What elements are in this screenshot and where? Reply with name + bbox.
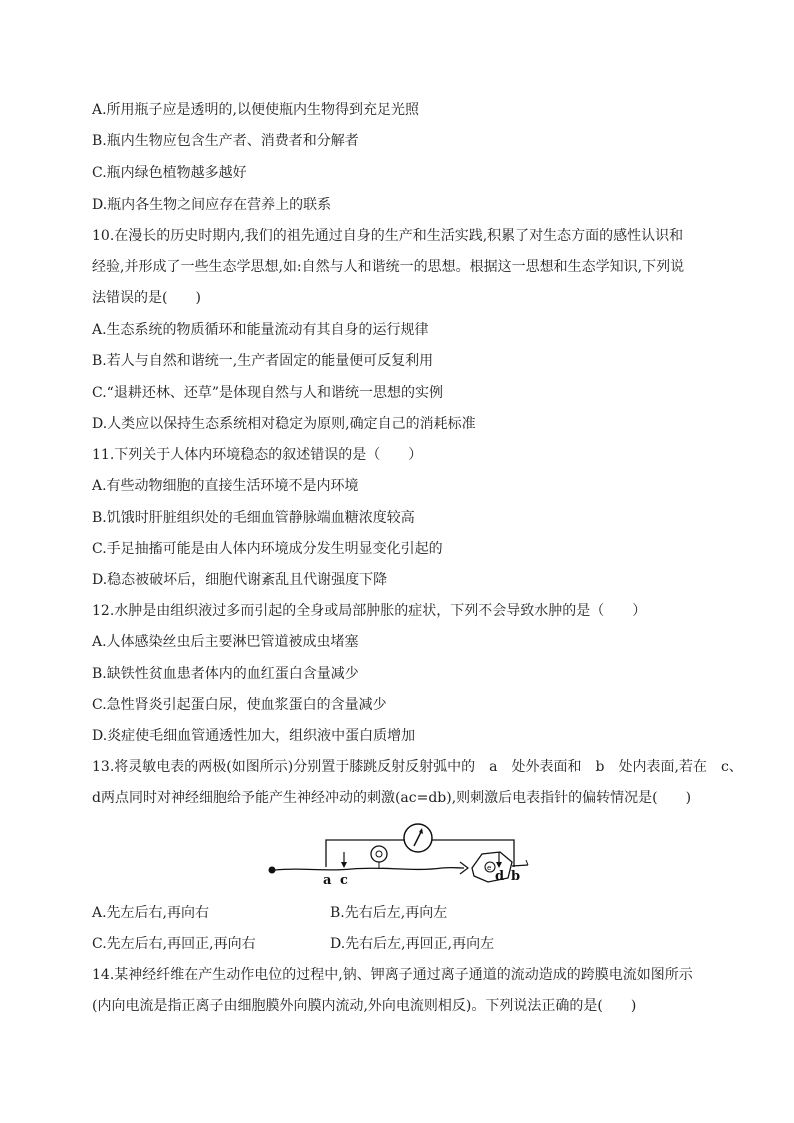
q12-option-d: D.炎症使毛细血管通透性加大，组织液中蛋白质增加 <box>92 728 416 744</box>
q10-option-d: D.人类应以保持生态系统相对稳定为原则,确定自己的消耗标准 <box>92 416 476 432</box>
q9-option-a: A.所用瓶子应是透明的,以便使瓶内生物得到充足光照 <box>92 102 420 118</box>
q11-stem: 11.下列关于人体内环境稳态的叙述错误的是（ ） <box>92 447 423 463</box>
figure-label-b: b <box>511 869 521 884</box>
q9-option-b: B.瓶内生物应包含生产者、消费者和分解者 <box>92 133 359 149</box>
stimulus-arrow-c-icon <box>341 852 347 868</box>
q11-option-d: D.稳态被破坏后，细胞代谢紊乱且代谢强度下降 <box>92 572 388 588</box>
reflex-arc-diagram <box>262 818 534 890</box>
figure-label-c: c <box>340 873 348 888</box>
nerve-fiber <box>275 868 464 870</box>
q9-option-c: C.瓶内绿色植物越多越好 <box>92 165 247 181</box>
q10-option-c: C.“退耕还林、还草”是体现自然与人和谐统一思想的实例 <box>92 385 443 401</box>
svg-text:e: e <box>487 864 492 872</box>
q13-option-a: A.先左后右,再向右 <box>92 905 210 921</box>
q13-option-d: D.先右后左,再回正,再向左 <box>330 936 495 952</box>
q12-option-a: A.人体感染丝虫后主要淋巴管道被成虫堵塞 <box>92 634 359 650</box>
reflex-arc-figure <box>262 818 534 890</box>
q10-stem-line-2: 经验,并形成了一些生态学思想,如:自然与人和谐统一的思想。根据这一思想和生态学知识,下列说 <box>92 259 685 275</box>
q12-option-c: C.急性肾炎引起蛋白尿，使血浆蛋白的含量减少 <box>92 697 387 713</box>
q9-option-d: D.瓶内各生物之间应存在营养上的联系 <box>92 197 332 213</box>
q11-option-c: C.手足抽搐可能是由人体内环境成分发生明显变化引起的 <box>92 541 443 557</box>
galvanometer-icon <box>404 824 432 852</box>
q12-stem: 12.水肿是由组织液过多而引起的全身或局部肿胀的症状，下列不会导致水肿的是（ ） <box>92 603 647 619</box>
q10-stem-line-3: 法错误的是( ) <box>92 290 201 306</box>
q13-stem-line-1: 13.将灵敏电表的两极(如图所示)分别置于膝跳反射反射弧中的 a 处外表面和 b 处内表面,若在 c、 <box>92 759 743 775</box>
nerve-ending-dot <box>269 867 276 874</box>
q14-stem-line-1: 14.某神经纤维在产生动作电位的过程中,钠、钾离子通过离子通道的流动造成的跨膜电流如图所示 <box>92 967 693 983</box>
q13-stem-line-2: d两点同时对神经细胞给予能产生神经冲动的刺激(ac=db),则刺激后电表指针的偏转情况是( ) <box>92 790 692 806</box>
receptor-cell-icon <box>371 846 387 868</box>
q13-option-b: B.先右后左,再向左 <box>330 905 448 921</box>
q12-option-b: B.缺铁性贫血患者体内的血红蛋白含量减少 <box>92 666 359 682</box>
q10-option-a: A.生态系统的物质循环和能量流动有其自身的运行规律 <box>92 322 429 338</box>
q11-option-b: B.饥饿时肝脏组织处的毛细血管静脉端血糖浓度较高 <box>92 510 415 526</box>
q14-stem-line-2: (内向电流是指正离子由细胞膜外向膜内流动,外向电流则相反)。下列说法正确的是( ) <box>92 998 637 1014</box>
q13-option-c: C.先左后右,再回正,再向右 <box>92 936 256 952</box>
q10-option-b: B.若人与自然和谐统一,生产者固定的能量便可反复利用 <box>92 353 434 369</box>
q11-option-a: A.有些动物细胞的直接生活环境不是内环境 <box>92 478 359 494</box>
q10-stem-line-1: 10.在漫长的历史时期内,我们的祖先通过自身的生产和生活实践,积累了对生态方面的感性认识和 <box>92 228 684 244</box>
figure-label-a: a <box>323 873 332 888</box>
meter-wire-left <box>326 840 404 867</box>
figure-label-d: d <box>495 869 505 884</box>
